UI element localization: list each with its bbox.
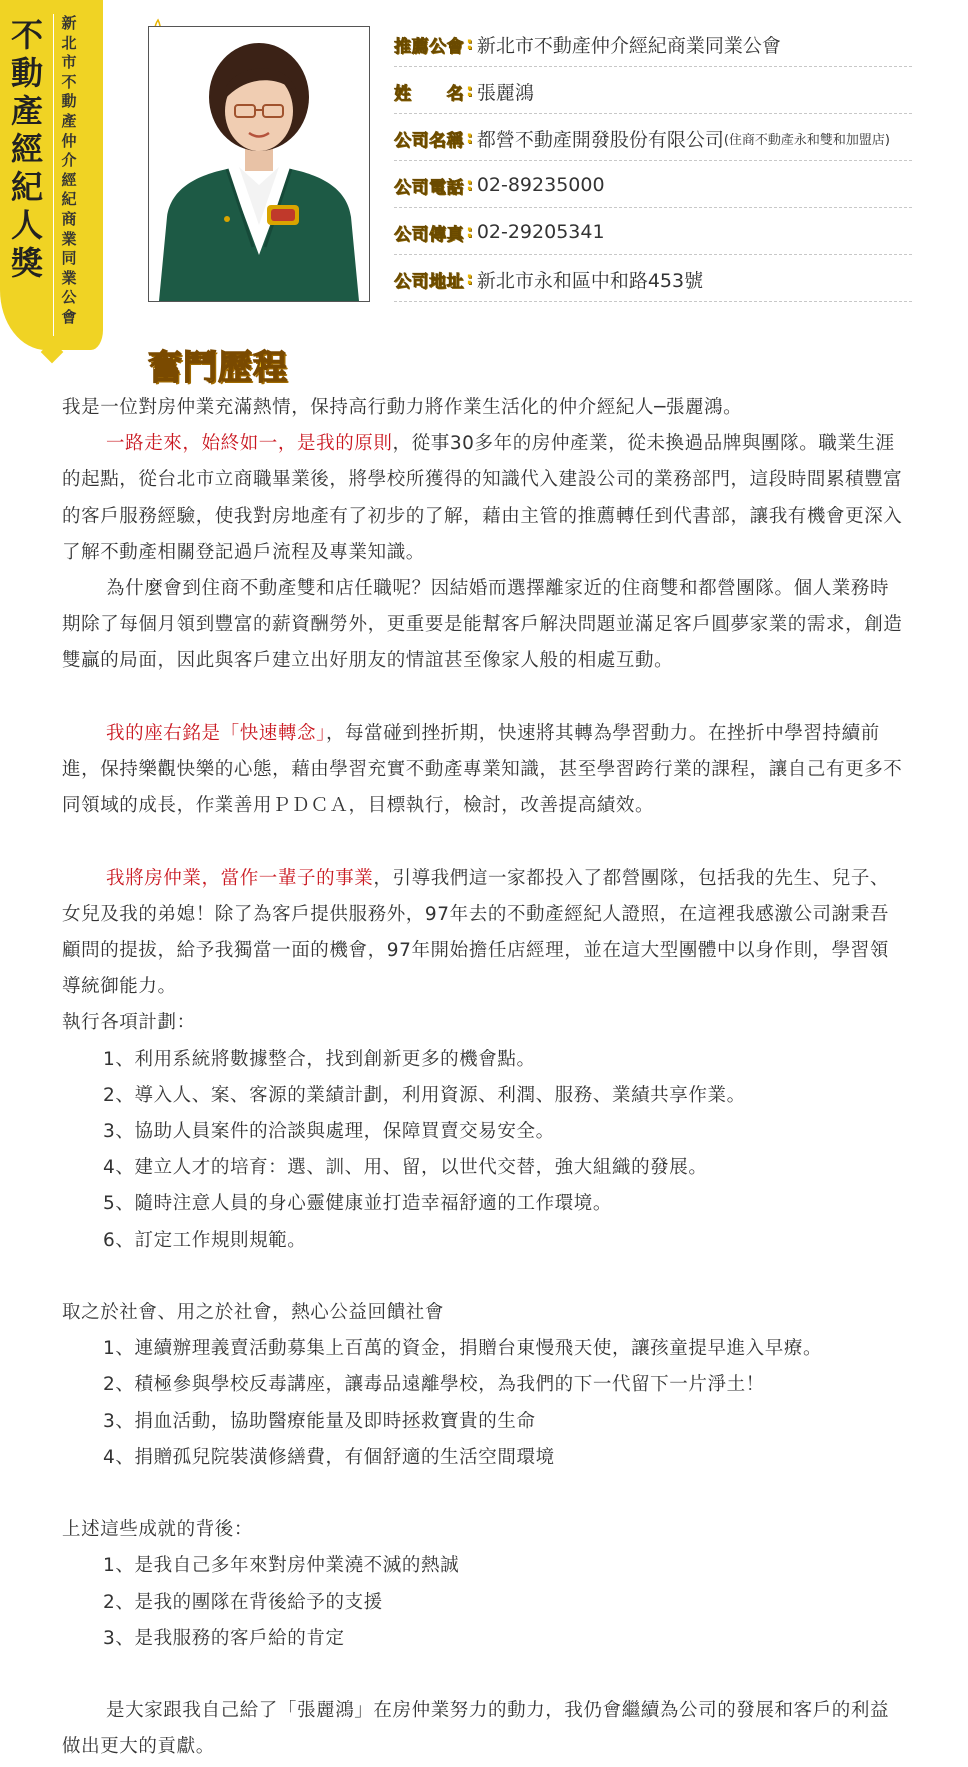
info-note: (住商不動產永和雙和加盟店) [723, 132, 890, 148]
list-item: 1、是我自己多年來對房仲業澆不滅的熱誠 [103, 1555, 460, 1577]
info-label: 姓 名 [394, 83, 464, 104]
charity-heading: 取之於社會、用之於社會，熱心公益回饋社會 [62, 1302, 445, 1324]
info-label: 公司電話 [394, 177, 464, 198]
banner-organization: 新北市不動產仲介經紀商業同業公會 [61, 14, 77, 326]
info-row-guild: 推薦公會 : 新北市不動產仲介經紀商業同業公會 [394, 20, 912, 67]
info-row-name: 姓 名 : 張麗鴻 [394, 67, 912, 114]
list-item: 3、是我服務的客戶給的肯定 [103, 1627, 345, 1649]
award-banner [0, 0, 103, 350]
list-item: 2、積極參與學校反毒講座，讓毒品遠離學校，為我們的下一代留下一片淨土！ [103, 1374, 765, 1396]
closing-paragraph: 是大家跟我自己給了「張麗鴻」在房仲業努力的動力，我仍會繼續為公司的發展和客戶的利益做出更大的貢獻。 [62, 1700, 890, 1758]
intro-paragraph: 我是一位對房仲業充滿熱情，保持高行動力將作業生活化的仲介經紀人─張麗鴻。 [62, 397, 743, 418]
info-value: 新北市不動產仲介經紀商業同業公會 [476, 34, 781, 57]
motto-text: ，每當碰到挫折期，快速將其轉為學習動力。在挫折中學習持續前進，保持樂觀快樂的心態，藉由學習充實不動產專業知識，甚至學習跨行業的課程，讓自己有更多不同領域的成長，作業善用ＰＤＣＡ，目標執行，檢討，改善提高績效。 [62, 722, 903, 817]
portrait-illustration [149, 27, 369, 301]
list-item: 5、隨時注意人員的身心靈健康並打造幸福舒適的工作環境。 [103, 1193, 612, 1215]
behind-heading: 上述這些成就的背後： [62, 1519, 254, 1541]
profile-info-list [394, 20, 912, 302]
article-body [62, 390, 908, 1766]
principle-paragraph [62, 426, 908, 571]
list-item: 2、是我的團隊在背後給予的支援 [103, 1591, 383, 1613]
list-item: 3、捐血活動，協助醫療能量及即時拯救寶貴的生命 [103, 1410, 536, 1432]
award-title: 不動產經紀人獎 [10, 16, 43, 282]
list-item: 4、捐贈孤兒院裝潢修繕費，有個舒適的生活空間環境 [103, 1446, 555, 1468]
portrait-photo [148, 26, 370, 302]
plan-heading: 執行各項計劃： [62, 1012, 196, 1034]
info-label: 公司名稱 [394, 130, 464, 151]
info-row-fax: 公司傳真 : 02-29205341 [394, 208, 912, 255]
list-item: 6、訂定工作規則規範。 [103, 1229, 307, 1251]
info-label: 推薦公會 [394, 36, 464, 57]
store-paragraph: 為什麼會到住商不動產雙和店任職呢？因結婚而選擇離家近的住商雙和都營團隊。個人業務時期除了每個月領到豐富的薪資酬勞外，更重要是能幫客戶解決問題並滿足客戶圓夢家業的需求，創造雙贏的局面，因此與客戶建立出好朋友的情誼甚至像家人般的相處互動。 [62, 578, 903, 672]
list-item: 1、連續辦理義賣活動募集上百萬的資金，捐贈台東慢飛天使，讓孩童提早進入早療。 [103, 1338, 823, 1360]
principle-text: ，從事30多年的房仲產業，從未換過品牌與團隊。職業生涯的起點，從台北市立商職畢業後，將學校所獲得的知識代入建設公司的業務部門，這段時間累積豐富的客戶服務經驗，使我對房地產有了初步的了解，藉由主管的推薦轉任到代書部，讓我有機會更深入了解不動產相關登記過戶流程及專業知識。 [62, 433, 903, 563]
banner-divider [53, 14, 54, 336]
career-highlight: 我將房仲業，當作一輩子的事業 [106, 867, 374, 889]
section-title: 奮鬥歷程 [148, 348, 288, 388]
list-item: 3、協助人員案件的洽談與處理，保障買賣交易安全。 [103, 1121, 555, 1143]
list-item: 2、導入人、案、客源的業績計劃，利用資源、利潤、服務、業績共享作業。 [103, 1084, 746, 1106]
info-row-company: 公司名稱 : 都營不動產開發股份有限公司 (住商不動產永和雙和加盟店) [394, 114, 912, 161]
info-value: 都營不動產開發股份有限公司 [476, 128, 724, 151]
career-paragraph [62, 861, 908, 1006]
motto-paragraph [62, 716, 908, 825]
principle-highlight: 一路走來，始終如一，是我的原則 [106, 433, 393, 455]
info-row-phone: 公司電話 : 02-89235000 [394, 161, 912, 208]
info-row-address: 公司地址 : 新北市永和區中和路453號 [394, 255, 912, 302]
info-value: 新北市永和區中和路453號 [476, 269, 704, 292]
list-item: 4、建立人才的培育：選、訓、用、留，以世代交替，強大組織的發展。 [103, 1157, 708, 1179]
info-value: 02-89235000 [476, 174, 605, 196]
info-value: 02-29205341 [476, 221, 605, 243]
list-item: 1、利用系統將數據整合，找到創新更多的機會點。 [103, 1048, 536, 1070]
info-label: 公司地址 [394, 271, 464, 292]
info-value: 張麗鴻 [476, 81, 534, 104]
info-label: 公司傳真 [394, 224, 464, 245]
career-text: ，引導我們這一家都投入了都營團隊，包括我的先生、兒子、女兒及我的弟媳！除了為客戶提供服務外，97年去的不動產經紀人證照，在這裡我感激公司謝秉吾顧問的提拔，給予我獨當一面的機會，97年開始擔任店經理，並在這大型團體中以身作則，學習領導統御能力。 [62, 867, 890, 998]
motto-highlight: 我的座右銘是「快速轉念」 [106, 722, 326, 744]
